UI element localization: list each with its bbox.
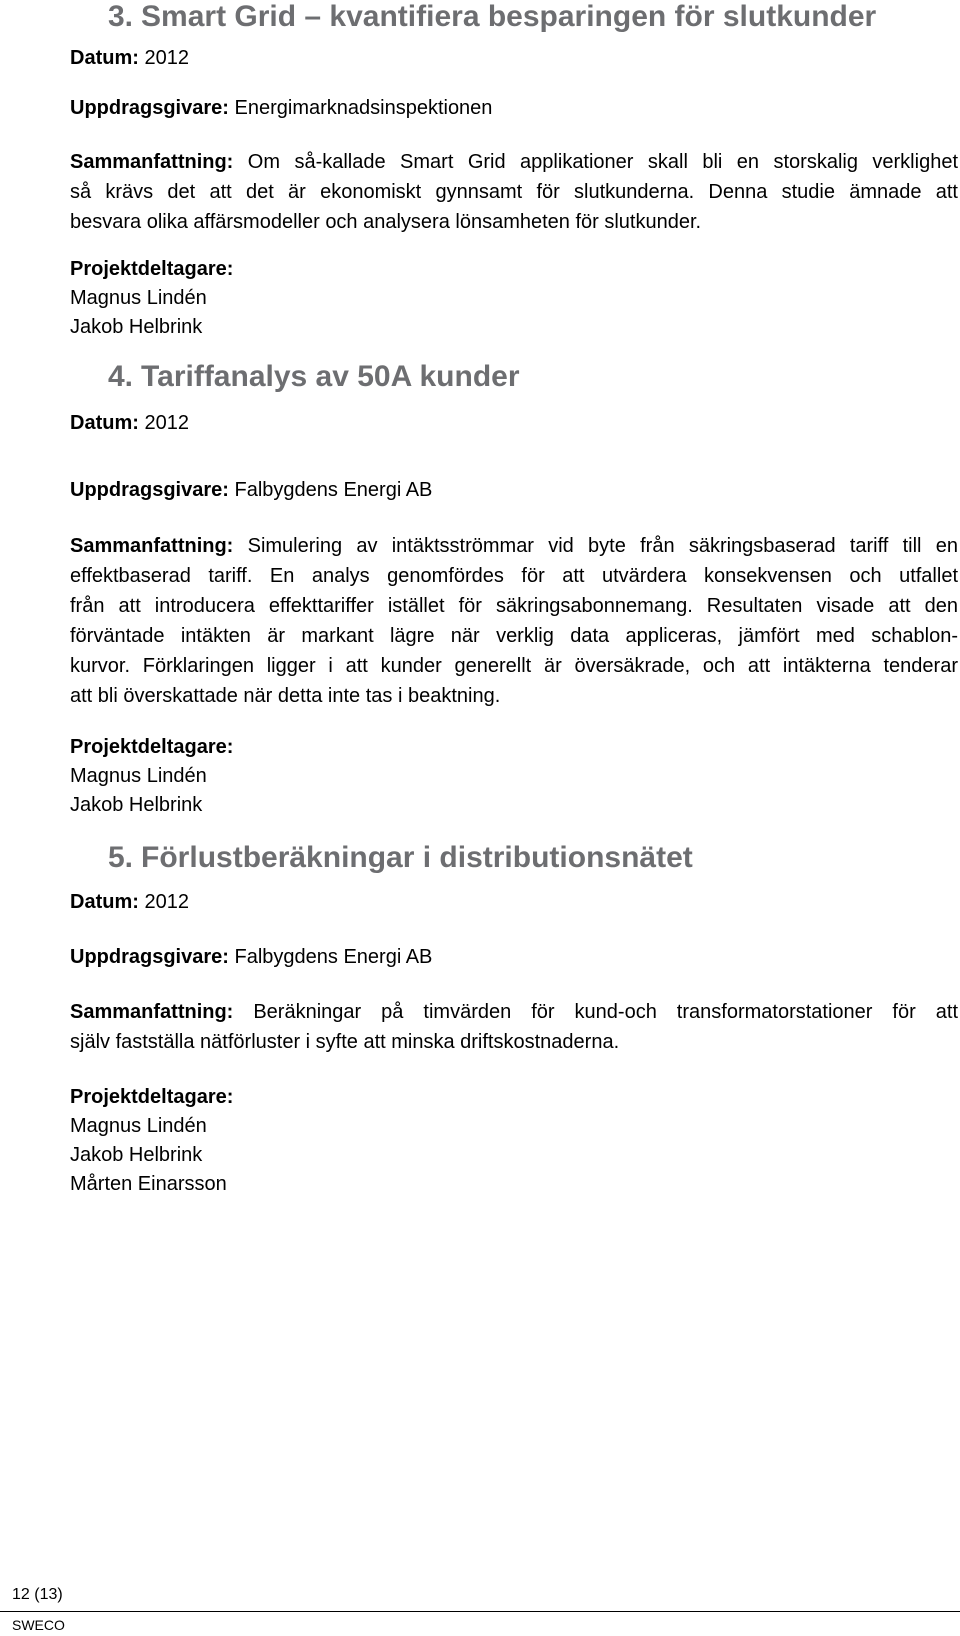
datum-line: [70, 411, 189, 435]
footer-divider: [0, 1611, 960, 1612]
datum-value: 2012: [144, 47, 189, 69]
summary-label: Sammanfattning:: [70, 1001, 234, 1023]
summary-line: att bli överskattade när detta inte tas i beaktning.: [70, 685, 501, 707]
participants-label: Projektdeltagare:: [70, 1086, 234, 1108]
summary-line: effektbaserad tariff. En analys genomfördes för att utvärdera konsekvensen och utfallet: [70, 565, 958, 587]
summary-line: förväntade intäkten är markant lägre när verklig data appliceras, jämfört med schablon-: [70, 625, 958, 647]
client-value: Falbygdens Energi AB: [234, 946, 433, 968]
section-3-heading: [108, 0, 876, 34]
summary-line: så krävs det att det är ekonomiskt gynnsamt för slutkunderna. Denna studie ämnade att: [70, 181, 958, 203]
datum-label: Datum:: [70, 47, 139, 69]
datum-line: [70, 890, 189, 914]
summary-line: [70, 531, 958, 561]
summary-line: [70, 147, 958, 177]
participant-name: Jakob Helbrink: [70, 794, 203, 816]
participant-name: Mårten Einarsson: [70, 1173, 227, 1195]
summary-text: Om så-kallade Smart Grid applikationer skall bli en storskalig verklighet: [247, 151, 958, 173]
datum-label: Datum:: [70, 412, 139, 434]
section-number: 4.: [108, 360, 134, 393]
participant-name: Jakob Helbrink: [70, 316, 203, 338]
summary-text: Simulering av intäktsströmmar vid byte från säkringsbaserad tariff till en: [247, 535, 959, 557]
section-number: 5.: [108, 841, 134, 874]
summary-label: Sammanfattning:: [70, 151, 234, 173]
page-number: 12 (13): [12, 1586, 63, 1603]
section-4-heading: [108, 360, 520, 394]
summary-paragraph: [70, 147, 958, 237]
summary-line: själv fastställa nätförluster i syfte att minska driftskostnaderna.: [70, 1031, 620, 1053]
client-label: Uppdragsgivare:: [70, 946, 229, 968]
summary-line: besvara olika affärsmodeller och analysera lönsamheten för slutkunder.: [70, 211, 702, 233]
datum-value: 2012: [144, 412, 189, 434]
client-value: Falbygdens Energi AB: [234, 479, 433, 501]
summary-label: Sammanfattning:: [70, 535, 234, 557]
datum-value: 2012: [144, 891, 189, 913]
section-5-heading: [108, 841, 693, 875]
section-title: Smart Grid – kvantifiera besparingen för slutkunder: [141, 0, 877, 33]
participants-label: Projektdeltagare:: [70, 736, 234, 758]
summary-line: kurvor. Förklaringen ligger i att kunder generellt är översäkrade, och att intäkterna tenderar: [70, 655, 958, 677]
client-line: [70, 478, 432, 502]
summary-paragraph: [70, 531, 958, 711]
client-label: Uppdragsgivare:: [70, 479, 229, 501]
summary-line: [70, 997, 958, 1027]
participants-label: Projektdeltagare:: [70, 258, 234, 280]
summary-paragraph: [70, 997, 958, 1057]
client-label: Uppdragsgivare:: [70, 97, 229, 119]
client-line: [70, 945, 432, 969]
participant-name: Magnus Lindén: [70, 1115, 207, 1137]
datum-label: Datum:: [70, 891, 139, 913]
participant-name: Magnus Lindén: [70, 287, 207, 309]
client-value: Energimarknadsinspektionen: [234, 97, 493, 119]
section-title: Förlustberäkningar i distributionsnätet: [141, 841, 693, 874]
participant-name: Magnus Lindén: [70, 765, 207, 787]
footer-brand: SWECO: [12, 1617, 65, 1633]
client-line: [70, 96, 492, 120]
participant-name: Jakob Helbrink: [70, 1144, 203, 1166]
section-title: Tariffanalys av 50A kunder: [141, 360, 520, 393]
summary-text: Beräkningar på timvärden för kund-och transformatorstationer för att: [253, 1001, 959, 1023]
datum-line: [70, 46, 189, 70]
summary-line: från att introducera effekttariffer istället för säkringsabonnemang. Resultaten visade att den: [70, 595, 958, 617]
section-number: 3.: [108, 0, 134, 33]
